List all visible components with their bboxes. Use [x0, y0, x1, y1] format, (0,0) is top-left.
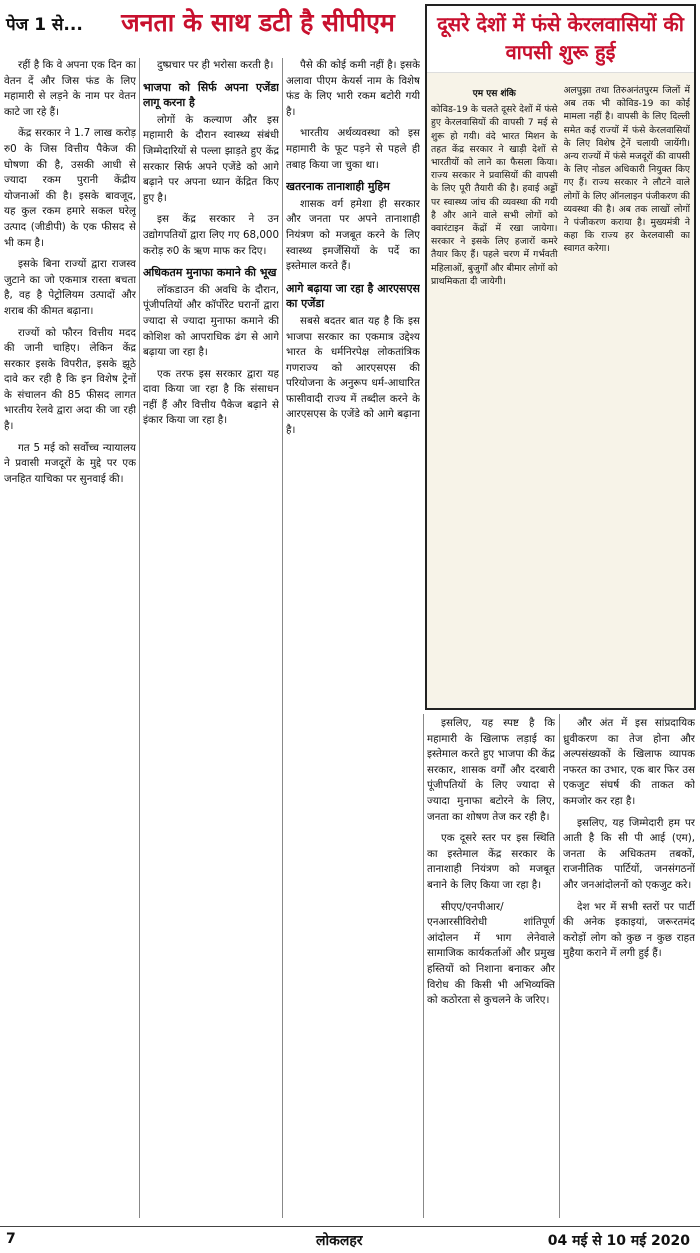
sidebar-story-body [431, 84, 690, 704]
article-column-4 [427, 716, 555, 1218]
masthead: लोकलहर [316, 1233, 363, 1249]
paragraph: इस केंद्र सरकार ने उन उद्योगपतियों द्वारा लिए गए 68,000 करोड़ रु0 के ऋण माफ कर दिए। [143, 213, 279, 257]
paragraph: गत 5 मई को सर्वोच्च न्यायालय ने प्रवासी मजदूरों के मुद्दे पर एक जनहित याचिका पर सुनवाई की। [4, 441, 136, 485]
paragraph: इसलिए, यह स्पष्ट है कि महामारी के खिलाफ लड़ाई का इस्तेमाल करते हुए भाजपा की केंद्र सरकार, शासक वर्गों और दरबारी पूंजीपतियों के लिए ज्यादा से ज्यादा मुनाफा बटोरने के लिए, जनता का शोषण तेज कर रही है। [427, 717, 555, 823]
sidebar-story-title: दूसरे देशों में फंसे केरलवासियों की वापसी शुरू हुई [427, 6, 694, 73]
article-column-3 [286, 58, 420, 1218]
page-headline: जनता के साथ डटी है सीपीएम [121, 8, 395, 37]
paragraph: सबसे बदतर बात यह है कि इस भाजपा सरकार का एकमात्र उद्देश्य भारत के धर्मनिरपेक्ष लोकतांत्रिक गणराज्य को आरएसएस की परियोजना के अनुरूप धर्म-आधारित फासीवादी राज्य में तब्दील करने के आरएसएस के एजेंडे को आगे बढ़ाना है। [286, 314, 420, 437]
paragraph: दुष्प्रचार पर ही भरोसा करती है। [157, 59, 274, 71]
paragraph: सीएए/एनपीआर/एनआरसीविरोधी शांतिपूर्ण आंदोलन में भाग लेनेवाले सामाजिक कार्यकर्ताओं और प्रमुख हस्तियों को निशाना बनाकर और विरोध की किसी भी अभिव्यक्ति को कठोरता से कुचलने के जरिए। [427, 900, 555, 1007]
paragraph: लॉकडाउन की अवधि के दौरान, पूंजीपतियों और कॉर्पोरेट घरानों द्वारा ज्यादा से ज्यादा मुनाफा कमाने की कोशिश को आपराधिक ढंग से आगे बढ़ाया जा रहा है। [143, 283, 279, 359]
continued-from-label: पेज 1 से... [6, 15, 83, 35]
paragraph: इसलिए, यह जिम्मेदारी हम पर आती है कि सी पी आई (एम), जनता के अधिकतम तबकों, राजनीतिक पार्टियों, जनसंगठनों और जनआंदोलनों को एकजुट करे। [563, 816, 695, 891]
issue-date: 04 मई से 10 मई 2020 [547, 1233, 690, 1249]
paragraph: इसके बिना राज्यों द्वारा राजस्व जुटाने का जो एकमात्र रास्ता बचता है, वह है पेट्रोलियम उत्पादों और शराब की कीमत बढ़ाना। [4, 258, 136, 317]
paragraph: भारतीय अर्थव्यवस्था को इस महामारी के फूट पड़ने से पहले ही तबाह किया जा चुका था। [286, 127, 420, 171]
paragraph: एक दूसरे स्तर पर इस स्थिति का इस्तेमाल केंद्र सरकार के तानाशाही नियंत्रण को मजबूत बनाने के लिए किया जा रहा है। [427, 832, 555, 891]
paragraph: लोगों के कल्याण और इस महामारी के दौरान स्वास्थ्य संबंधी जिम्मेदारियों से पल्ला झाड़ते हुए केंद्र सरकार सिर्फ अपने एजेंडे को आगे बढ़ाने पर अपना ध्यान केंद्रित किए हुए है। [143, 113, 279, 204]
paragraph: एक तरफ इस सरकार द्वारा यह दावा किया जा रहा है कि संसाधन नहीं हैं और वित्तीय पैकेज बढ़ाने से इंकार किया जा रहा है। [143, 367, 279, 427]
paragraph: केंद्र सरकार ने 1.7 लाख करोड़ रु0 के जिस वित्तीय पैकेज की घोषणा की है, उसकी आधी से ज्यादा रकम पुरानी केंद्रीय योजनाओं की है। इसके बावजूद, यह कुल रकम हमारे सकल घरेलू उत्पाद (जीडीपी) के एक फीसद से भी कम है। [4, 127, 136, 249]
subheading: भाजपा को सिर्फ अपना एजेंडा लागू करना है [143, 80, 279, 110]
sidebar-story-box [425, 4, 696, 710]
subheading: आगे बढ़ाया जा रहा है आरएसएस का एजेंडा [286, 281, 420, 311]
sidebar-story-text-1: कोविड-19 के चलते दूसरे देशों में फंसे हुए केरलवासियों की वापसी 7 मई से शुरू हो गयी। वंदे भारत मिशन के तहत केंद्र सरकार ने खाड़ी देशों से भारतीयों को लाने का फैसला किया। राज्य सरकार ने प्रवासियों की वापसी के लिए पूरी तैयारी की है। हवाई अड्डों पर स्वास्थ्य जांच की व्यवस्था की गयी है और आने वाले सभी लोगों को क्वारंटाइन केंद्रों में रखा जायेगा। सरकार ने इसके लिए हजारों कमरे तैयार किए हैं। पहले चरण में गर्भवती महिलाओं, बुजुर्गों और बीमार लोगों को प्राथमिकता दी जायेगी। [431, 104, 558, 287]
paragraph: शासक वर्ग हमेशा ही सरकार और जनता पर अपने तानाशाही नियंत्रण को मजबूत करने के लिए स्वास्थ्य इमर्जेंसियों के पर्दे का इस्तेमाल करते हैं। [286, 197, 420, 273]
paragraph: देश भर में सभी स्तरों पर पार्टी की अनेक इकाइयां, जरूरतमंद करोड़ों लोग को कुछ न कुछ राहत मुहैया कराने में लगी हुई हैं। [563, 900, 695, 960]
paragraph: और अंत में इस सांप्रदायिक ध्रुवीकरण का तेज होना और अल्पसंख्यकों के खिलाफ व्यापक नफरत का उभार, एक बार फिर उस एकजुट संघर्ष की ताकत को कमजोर कर रहा है। [563, 717, 695, 807]
sidebar-story-byline: एम एस शंकि [472, 89, 516, 99]
sidebar-story-text-2: अलपुझा तथा तिरुअनंतपुरम जिलों में अब तक भी कोविड-19 का कोई मामला नहीं है। वापसी के लिए दिल्ली समेत कई राज्यों में फंसे केरलवासियों के लिए विशेष ट्रेनें चलायी जायेंगी। अन्य राज्यों में फंसे मजदूरों की वापसी के लिए नोडल अधिकारी नियुक्त किए गए हैं। राज्य सरकार ने लौटने वाले लोगों के लिए ऑनलाइन पंजीकरण की व्यवस्था की है। अब तक लाखों लोगों ने पंजीकरण कराया है। मुख्यमंत्री ने कहा कि राज्य हर केरलवासी का स्वागत करेगा। [563, 85, 690, 255]
subheading: खतरनाक तानाशाही मुहिम [286, 180, 390, 194]
article-column-5 [563, 716, 695, 1218]
paragraph: राज्यों को फौरन वित्तीय मदद की जानी चाहिए। लेकिन केंद्र सरकार इसके विपरीत, इसके झूठे दावे कर रही है कि इन विशेष ट्रेनों के संचालन की 85 फीसद लागत भारतीय रेलवे द्वारा अदा की जा रही है। [4, 326, 136, 433]
article-column-1 [4, 58, 136, 1218]
page-number: 7 [6, 1231, 16, 1247]
paragraph: पैसे की कोई कमी नहीं है। इसके अलावा पीएम केयर्स नाम के विशेष फंड के लिए भारी रकम बटोरी गयी है। [286, 59, 420, 118]
page-footer [0, 1226, 700, 1253]
article-column-2 [143, 58, 279, 1218]
sidebar-story-col-1 [431, 84, 558, 704]
sidebar-story-col-2 [564, 84, 691, 704]
paragraph: रहीं है कि वे अपना एक दिन का वेतन दें और जिस फंड के लिए महामारी से लड़ने के नाम पर वेतन काटे जा रहे हैं। [4, 59, 136, 118]
subheading: अधिकतम मुनाफा कमाने की भूख [143, 266, 277, 280]
